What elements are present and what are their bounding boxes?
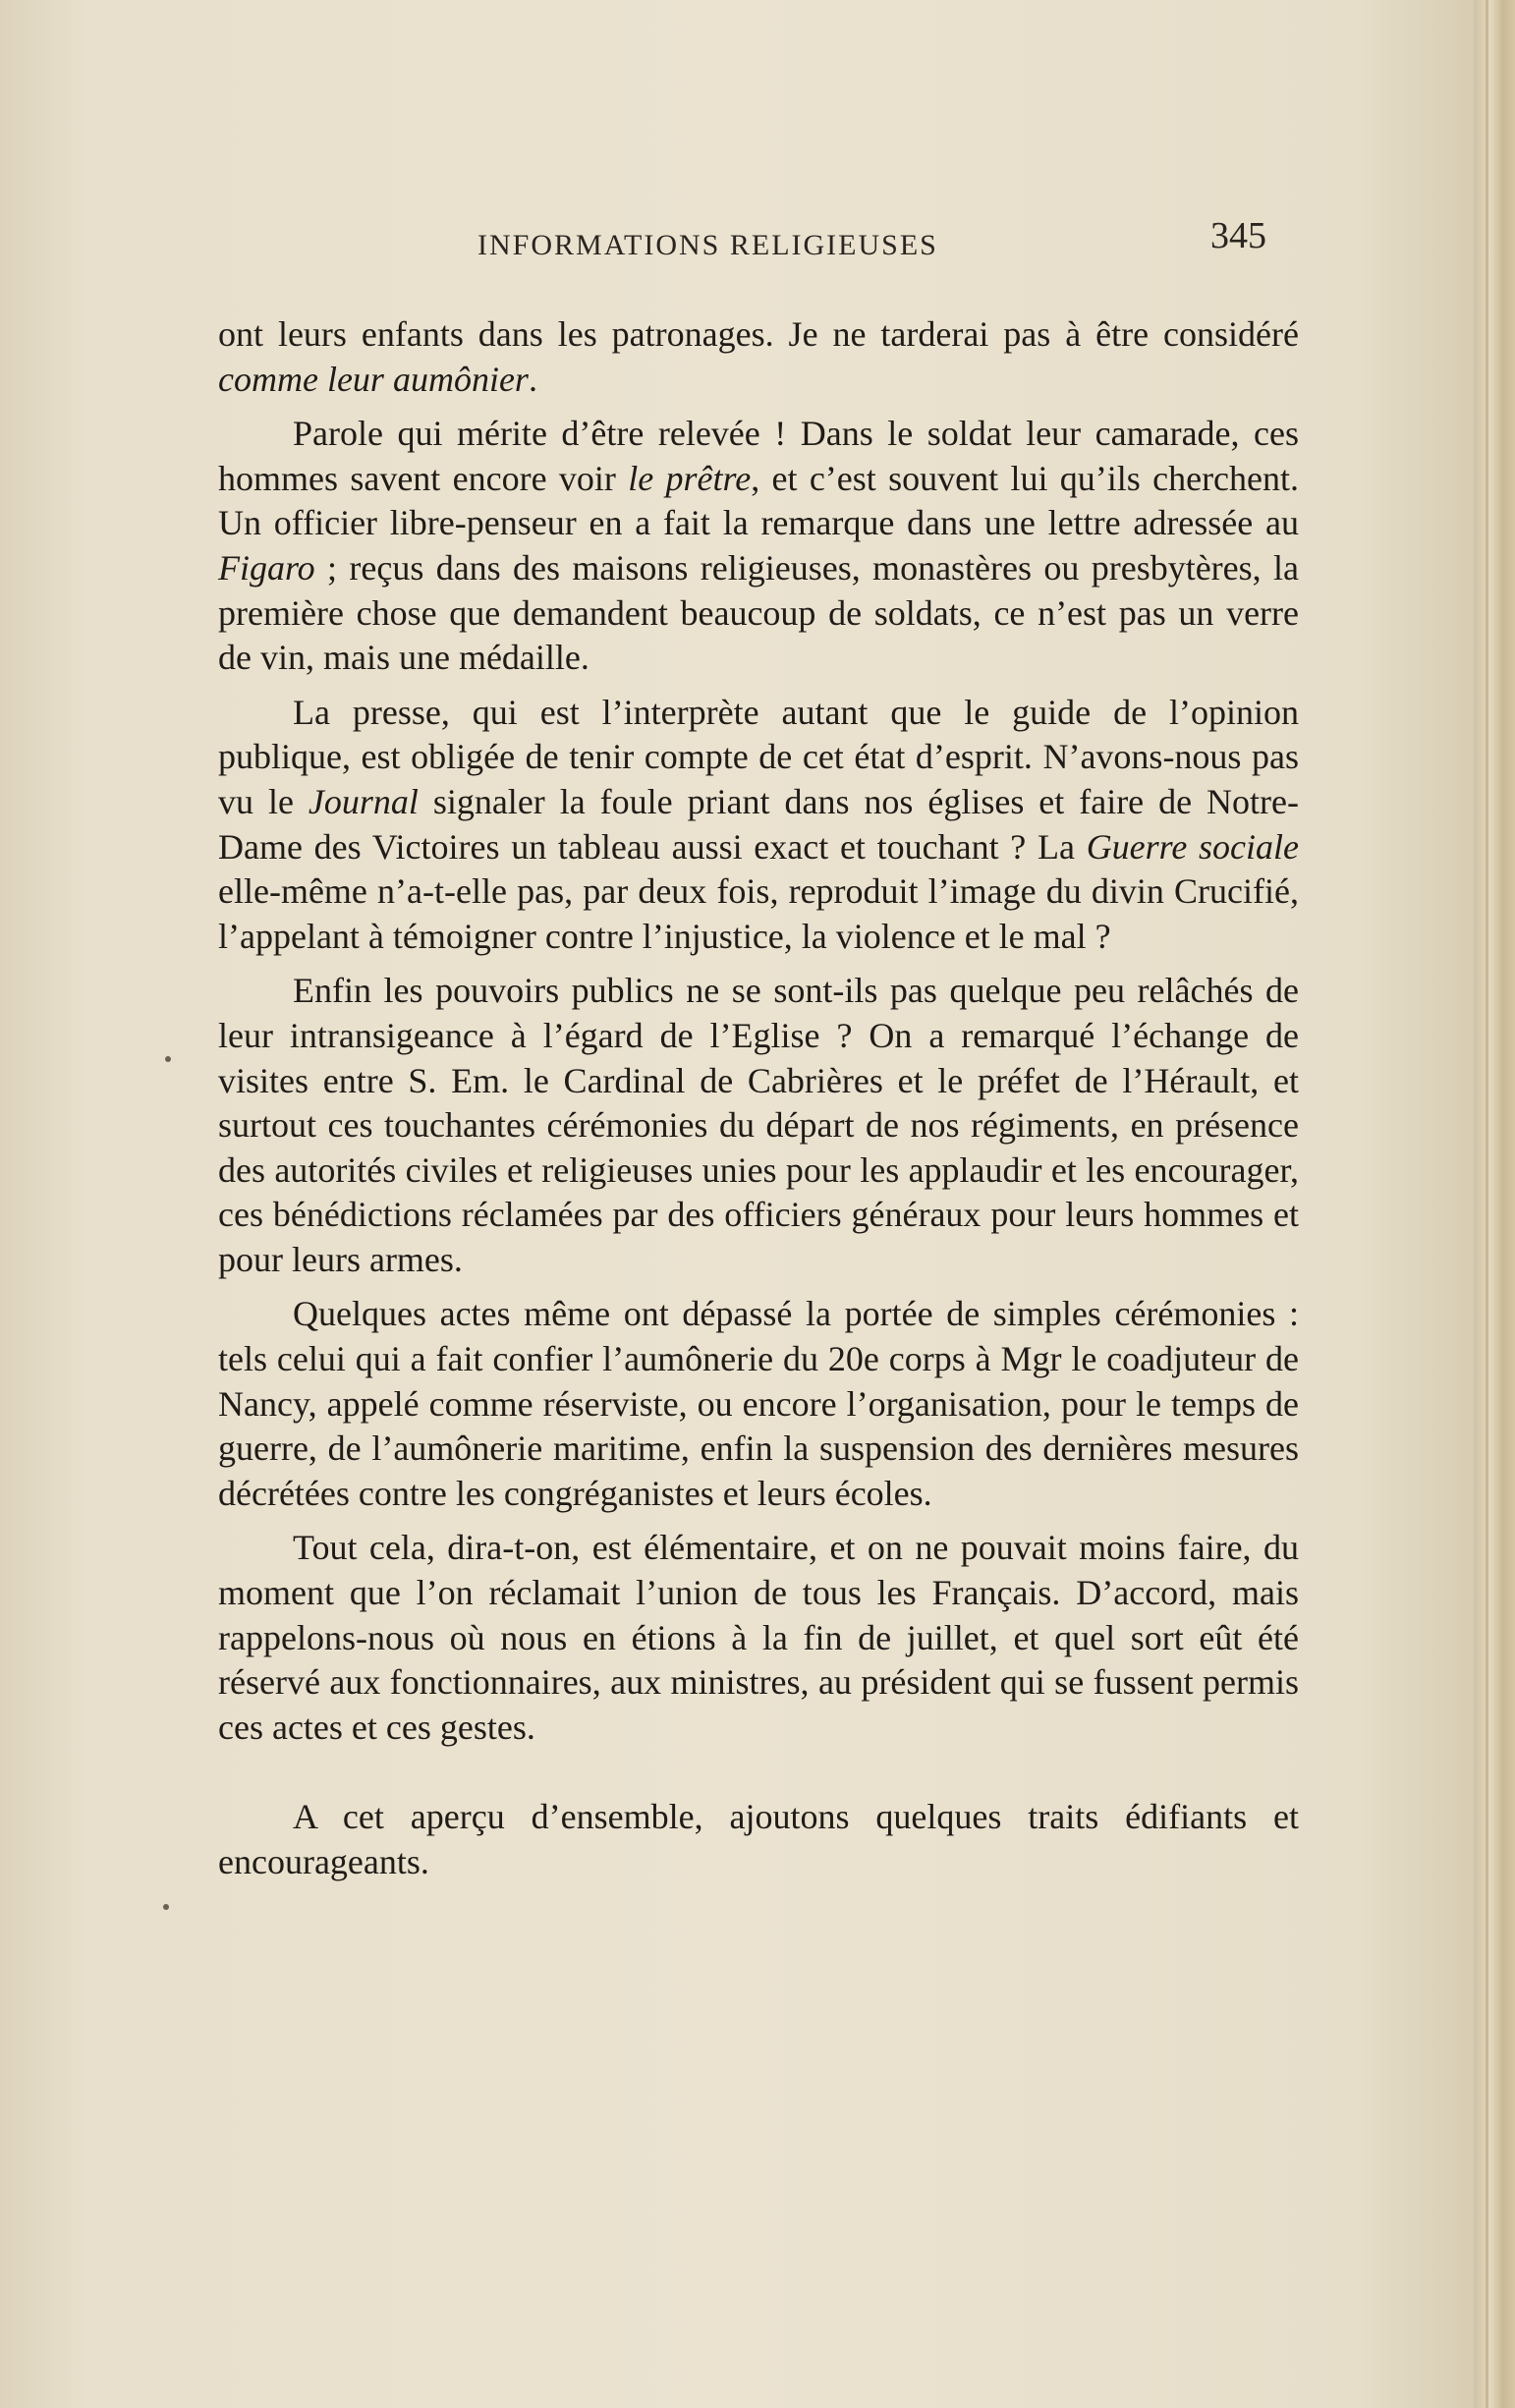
paragraph-7: A cet aperçu d’ensemble, ajoutons quelques traits édifiants et encourageants. [218, 1797, 1299, 1881]
paragraph-3: La presse, qui est l’interprète autant que le guide de l’opinion publique, est obligée de tenir compte de cet état d’esprit. N’avons-nous pas vu le Journal signaler la foule priant dans nos églises et faire de Notre-Dame des Victoires un tableau aussi exact et touchant ? La Guerre sociale elle-même n’a-t-elle pas, par deux fois, reproduit l’image du divin Crucifié, l’appelant à témoigner contre l’injustice, la violence et le mal ? [218, 692, 1300, 956]
running-head: INFORMATIONS RELIGIEUSES [477, 229, 938, 261]
page-number: 345 [1210, 215, 1266, 256]
margin-speck [163, 1904, 169, 1910]
page-edge [1474, 0, 1515, 2408]
paragraph-6: Tout cela, dira-t-on, est élémentaire, et on ne pouvait moins faire, du moment que l’on réclamait l’union de tous les Français. D’accord, mais rappelons-nous où nous en étions à la fin de juillet, et quel sort eût été réservé aux fonctionnaires, aux ministres, au président qui se fussent permis ces actes et ces gestes. [218, 1528, 1299, 1747]
paragraph-5: Quelques actes même ont dépassé la portée de simples cérémonies : tels celui qui a fait confier l’aumônerie du 20e corps à Mgr le coadjuteur de Nancy, appelé comme réserviste, ou encore l’organisation, pour le temps de guerre, de l’aumônerie maritime, enfin la suspension des dernières mesures décrétées contre les congréganistes et leurs écoles. [218, 1294, 1299, 1513]
paragraph-2: Parole qui mérite d’être relevée ! Dans le soldat leur camarade, ces hommes savent encore voir le prêtre, et c’est souvent lui qu’ils cherchent. Un officier libre-penseur en a fait la remarque dans une lettre adressée au Figaro ; reçus dans des maisons religieuses, monastères ou presbytères, la première chose que demandent beaucoup de soldats, ce n’est pas un verre de vin, mais une médaille. [218, 414, 1300, 678]
margin-speck [165, 1056, 171, 1062]
paragraph-1: ont leurs enfants dans les patronages. Je ne tarderai pas à être considéré comme leur aumônier. [218, 314, 1299, 399]
paragraph-4: Enfin les pouvoirs publics ne se sont-ils pas quelque peu relâchés de leur intransigeance à l’égard de l’Eglise ? On a remarqué l’échange de visites entre S. Em. le Cardinal de Cabrières et le préfet de l’Hérault, et surtout ces touchantes cérémonies du départ de nos régiments, en présence des autorités civiles et religieuses unies pour les applaudir et les encourager, ces bénédictions réclamées par des officiers généraux pour leurs hommes et pour leurs armes. [218, 971, 1299, 1279]
body-text [218, 312, 1299, 1885]
